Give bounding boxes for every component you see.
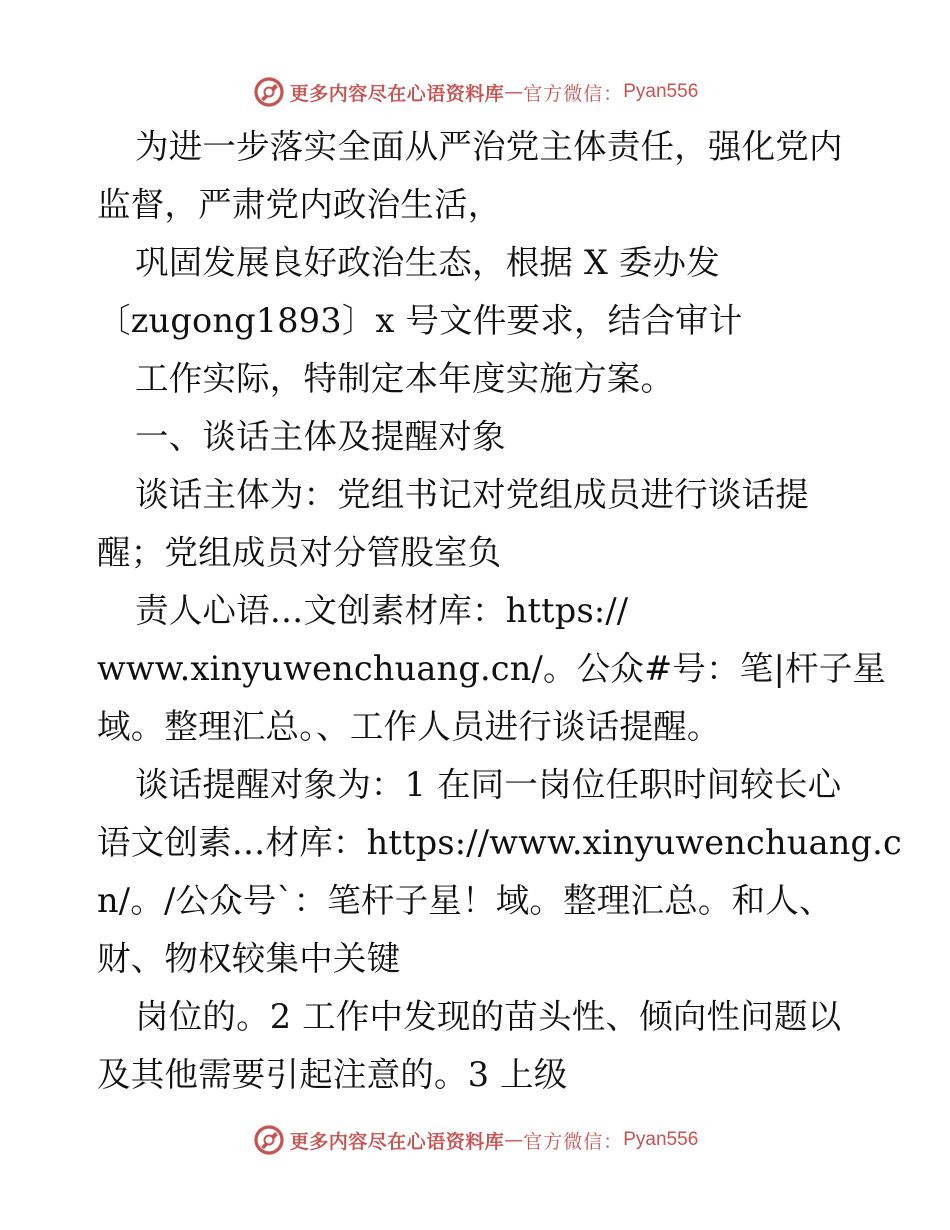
text-line: 谈话提醒对象为：1 在同一岗位任职时间较长心 bbox=[135, 765, 842, 804]
text-line: n/。/公众号`：笔杆子星！域。整理汇总。和人、 bbox=[97, 881, 833, 920]
text-line: 语文创素…材库：https://www.xinyuwenchuang.c bbox=[97, 823, 902, 862]
text-line: 巩固发展良好政治生态，根据 X 委办发 bbox=[135, 243, 720, 282]
text-line: www.xinyuwenchuang.cn/。公众#号：笔|杆子星 bbox=[97, 649, 887, 688]
text-line: 为进一步落实全面从严治党主体责任，强化党内 bbox=[135, 127, 843, 166]
header-banner bbox=[0, 72, 950, 112]
brand-logo-icon bbox=[252, 75, 286, 109]
banner-wechat-label: 官方微信： bbox=[523, 82, 624, 105]
section-heading: 一、谈话主体及提醒对象 bbox=[135, 417, 506, 456]
brand-logo-icon bbox=[252, 1123, 286, 1157]
banner-separator: — bbox=[504, 1129, 524, 1151]
banner-brand-text: 更多内容尽在心语资料库 bbox=[289, 82, 505, 105]
text-line: 财、物权较集中关键 bbox=[97, 939, 401, 978]
banner-brand-text: 更多内容尽在心语资料库 bbox=[289, 1130, 505, 1153]
document-body bbox=[97, 118, 902, 1104]
text-line: 岗位的。2 工作中发现的苗头性、倾向性问题以 bbox=[135, 997, 842, 1036]
text-line: 〔zugong1893〕x 号文件要求，结合审计 bbox=[97, 301, 743, 340]
footer-banner bbox=[0, 1120, 950, 1160]
banner-wechat-label: 官方微信： bbox=[523, 1130, 624, 1153]
banner-wechat-handle: Pyan556 bbox=[623, 81, 699, 102]
banner-wechat-handle: Pyan556 bbox=[623, 1129, 699, 1150]
text-line: 域。整理汇总。、工作人员进行谈话提醒。 bbox=[97, 707, 721, 746]
text-line: 醒；党组成员对分管股室负 bbox=[97, 533, 502, 572]
text-line: 监督，严肃党内政治生活， bbox=[97, 185, 502, 224]
banner-separator: — bbox=[504, 81, 524, 103]
text-line: 工作实际，特制定本年度实施方案。 bbox=[135, 359, 675, 398]
text-line: 谈话主体为：党组书记对党组成员进行谈话提 bbox=[135, 475, 809, 514]
text-line: 及其他需要引起注意的。3 上级 bbox=[97, 1055, 568, 1094]
text-line: 责人心语…文创素材库：https:// bbox=[135, 591, 629, 630]
